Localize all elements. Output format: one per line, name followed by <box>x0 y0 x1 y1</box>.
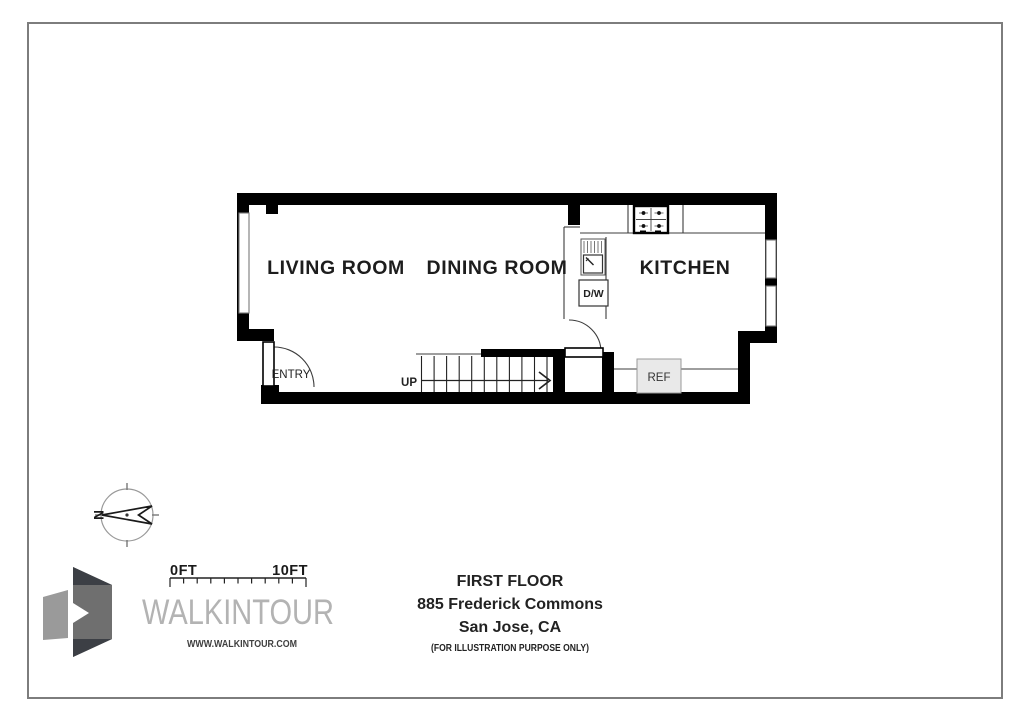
walkintour-wordmark: WALKINTOUR <box>142 593 334 632</box>
entry-door-arc <box>271 347 314 387</box>
scale-bar-ticks <box>170 578 306 587</box>
title-address: 885 Frederick Commons <box>417 596 603 613</box>
title-floor: FIRST FLOOR <box>456 573 564 590</box>
room-label-dining: DINING ROOM <box>426 257 568 279</box>
compass-center-dot <box>125 513 128 516</box>
wall-left-bottom-cap <box>237 329 274 341</box>
stairs-up-label: UP <box>401 377 417 389</box>
refrigerator-label: REF <box>647 372 671 384</box>
wall-stairs-top <box>481 349 567 357</box>
window-right-lower <box>766 286 776 326</box>
stairs-treads <box>422 356 548 392</box>
wall-stub-kitchen <box>568 205 580 225</box>
wall-closet-left <box>553 357 565 398</box>
stairs <box>416 354 550 392</box>
compass-north-label: N <box>91 510 107 520</box>
room-label-kitchen: KITCHEN <box>639 257 731 279</box>
scale-end-label: 10FT <box>272 563 308 579</box>
kitchen-door <box>565 320 603 357</box>
walkintour-logo-mark <box>43 567 112 657</box>
wall-closet-right <box>602 352 614 398</box>
entry-label: ENTRY <box>271 369 311 381</box>
walkintour-website: WWW.WALKINTOUR.COM <box>187 638 298 650</box>
room-label-living: LIVING ROOM <box>267 257 405 279</box>
window-right-upper <box>766 240 776 278</box>
sink <box>581 239 605 275</box>
dishwasher-label: D/W <box>583 288 604 300</box>
window-left-wall <box>239 213 249 313</box>
stove <box>634 206 668 234</box>
title-city: San Jose, CA <box>458 619 562 636</box>
logo-top-facet <box>73 567 112 585</box>
title-block <box>417 573 603 654</box>
kitchen-door-leaf <box>565 348 603 357</box>
compass <box>92 483 160 547</box>
logo-bottom-facet <box>73 639 112 657</box>
walls <box>237 193 777 404</box>
wall-top <box>237 193 777 205</box>
scale-start-label: 0FT <box>170 563 198 579</box>
title-disclaimer: (FOR ILLUSTRATION PURPOSE ONLY) <box>431 643 589 654</box>
wall-stub-top-left <box>266 205 278 214</box>
stove-knob-left <box>640 231 646 234</box>
wall-bottom <box>261 392 750 404</box>
scale-bar <box>170 563 308 587</box>
logo-side-panel <box>43 590 68 640</box>
stove-knob-right <box>655 231 661 234</box>
